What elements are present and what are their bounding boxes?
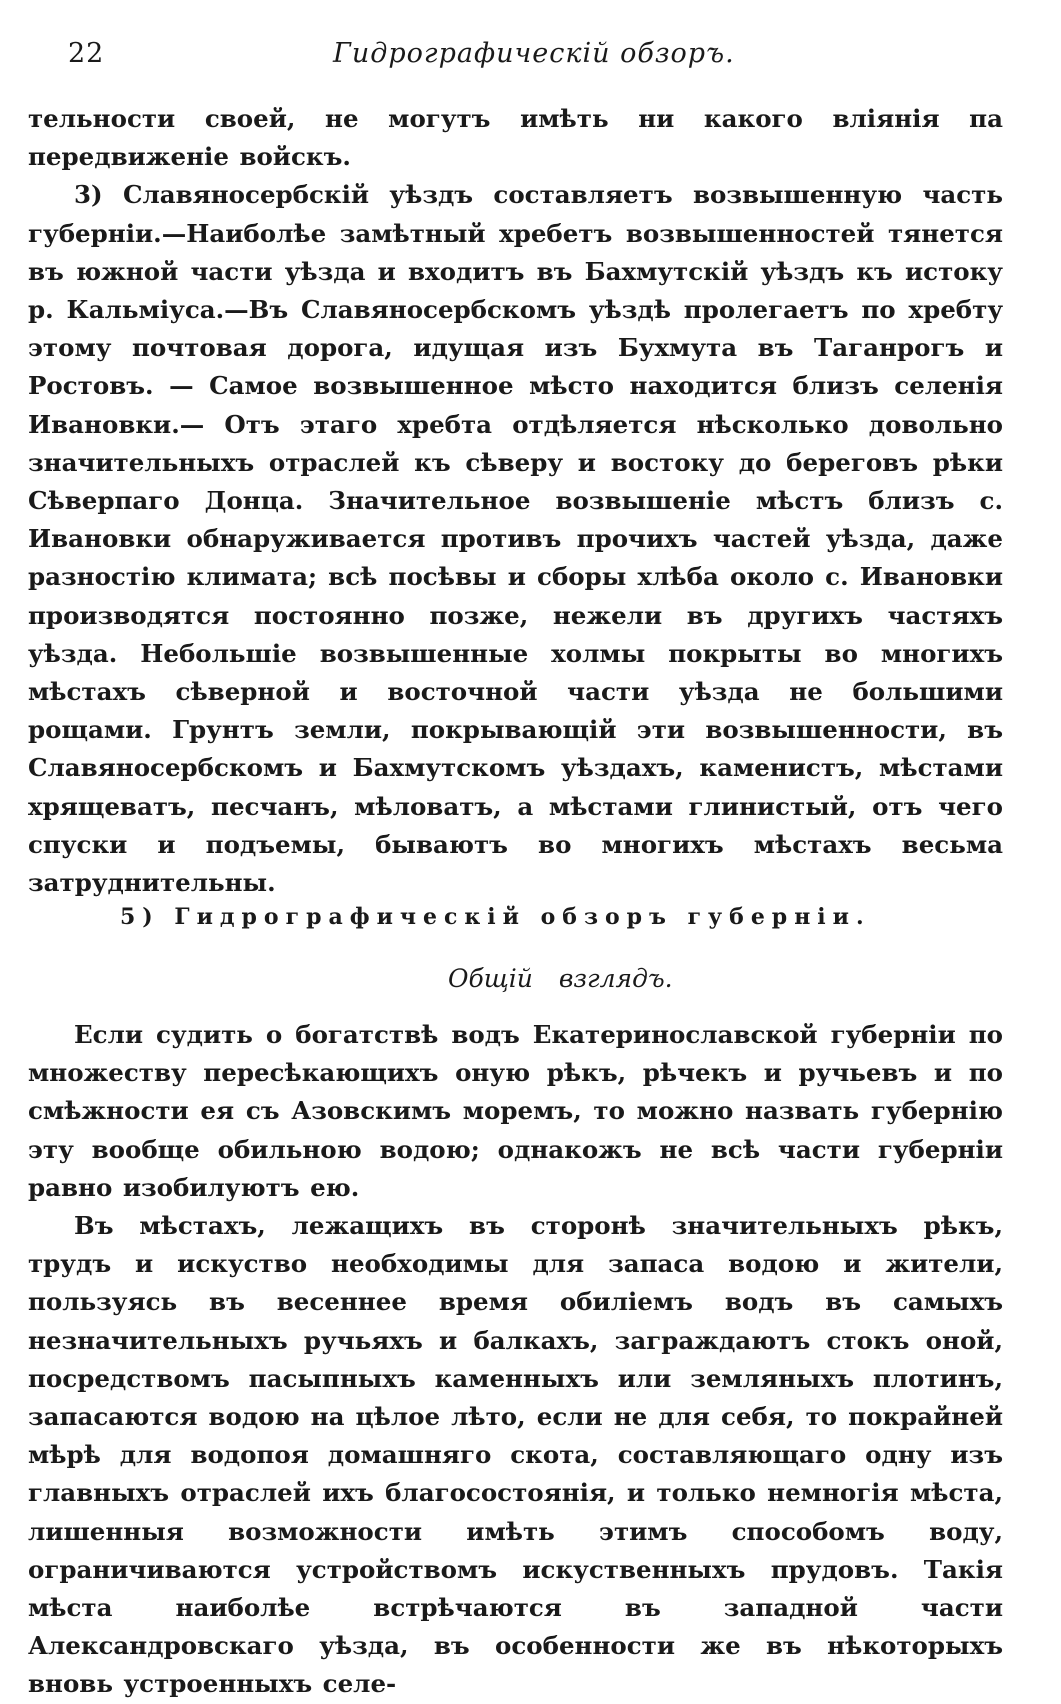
text-block-top [28, 100, 1003, 902]
running-title: Гидрографическій обзоръ. [333, 38, 735, 69]
sub-heading: Общій взглядъ. [448, 964, 673, 993]
page-number: 22 [68, 38, 105, 69]
text-block-bottom [28, 1016, 1003, 1704]
section-heading: 5) Гидрографическій обзоръ губерніи. [120, 904, 871, 930]
paragraph-water-supply: Въ мѣстахъ, лежащихъ въ сторонѣ значительныхъ рѣкъ, трудъ и искуство необходимы для запаса водою и жители, пользуясь въ весеннее время обиліемъ водъ въ самыхъ незначительныхъ ручьяхъ и балкахъ, заграждаютъ стокъ оной, посредствомъ пасыпныхъ каменныхъ или земляныхъ плотинъ, запасаются водою на цѣлое лѣто, если не для себя, то покрайней мѣрѣ для водопоя домашняго скота, составляющаго одну изъ главныхъ отраслей ихъ благосостоянія, и только немногія мѣста, лишенныя возможности имѣть этимъ способомъ воду, ограничиваются устройствомъ искуственныхъ прудовъ. Такія мѣста наиболѣе встрѣчаются въ западной части Александровскаго уѣзда, въ особенности же въ нѣкоторыхъ вновь устроенныхъ селе- [28, 1211, 1003, 1699]
paragraph-continuation: тельности своей, не могутъ имѣть ни какого вліянія па передвиженіе войскъ. [28, 104, 1003, 172]
paragraph-slavyanoserbsk: 3) Славяносербскій уѣздъ составляетъ возвышенную часть губерніи.—Наиболѣе замѣтный хребетъ возвышенностей тянется въ южной части уѣзда и входитъ въ Бахмутскій уѣздъ къ истоку р. Кальміуса.—Въ Славяносербскомъ уѣздѣ пролегаетъ по хребту этому почтовая дорога, идущая изъ Бухмута въ Таганрогъ и Ростовъ. — Самое возвышенное мѣсто находится близъ селенія Ивановки.— Отъ этаго хребта отдѣляется нѣсколько довольно значительныхъ отраслей къ сѣверу и востоку до береговъ рѣки Сѣверпаго Донца. Значительное возвышеніе мѣстъ близъ с. Ивановки обнаруживается противъ прочихъ частей уѣзда, даже разностію климата; всѣ посѣвы и сборы хлѣба около с. Ивановки производятся постоянно позже, нежели въ другихъ частяхъ уѣзда. Небольшіе возвышенные холмы покрыты во многихъ мѣстахъ сѣверной и восточной части уѣзда не большими рощами. Грунтъ земли, покрывающій эти возвышенности, въ Славяносербскомъ и Бахмутскомъ уѣздахъ, каменистъ, мѣстами хрящеватъ, песчанъ, мѣловатъ, а мѣстами глинистый, отъ чего спуски и подъемы, бываютъ во многихъ мѣстахъ весьма затруднительны. [28, 180, 1003, 898]
running-header [68, 38, 988, 78]
paragraph-water-abundance: Если судить о богатствѣ водъ Екатеринославской губерніи по множеству пересѣкающихъ оную рѣкъ, рѣчекъ и ручьевъ и по смѣжности ея съ Азовскимъ моремъ, то можно назвать губернію эту вообще обильною водою; однакожъ не всѣ части губерніи равно изобилуютъ ею. [28, 1020, 1003, 1202]
